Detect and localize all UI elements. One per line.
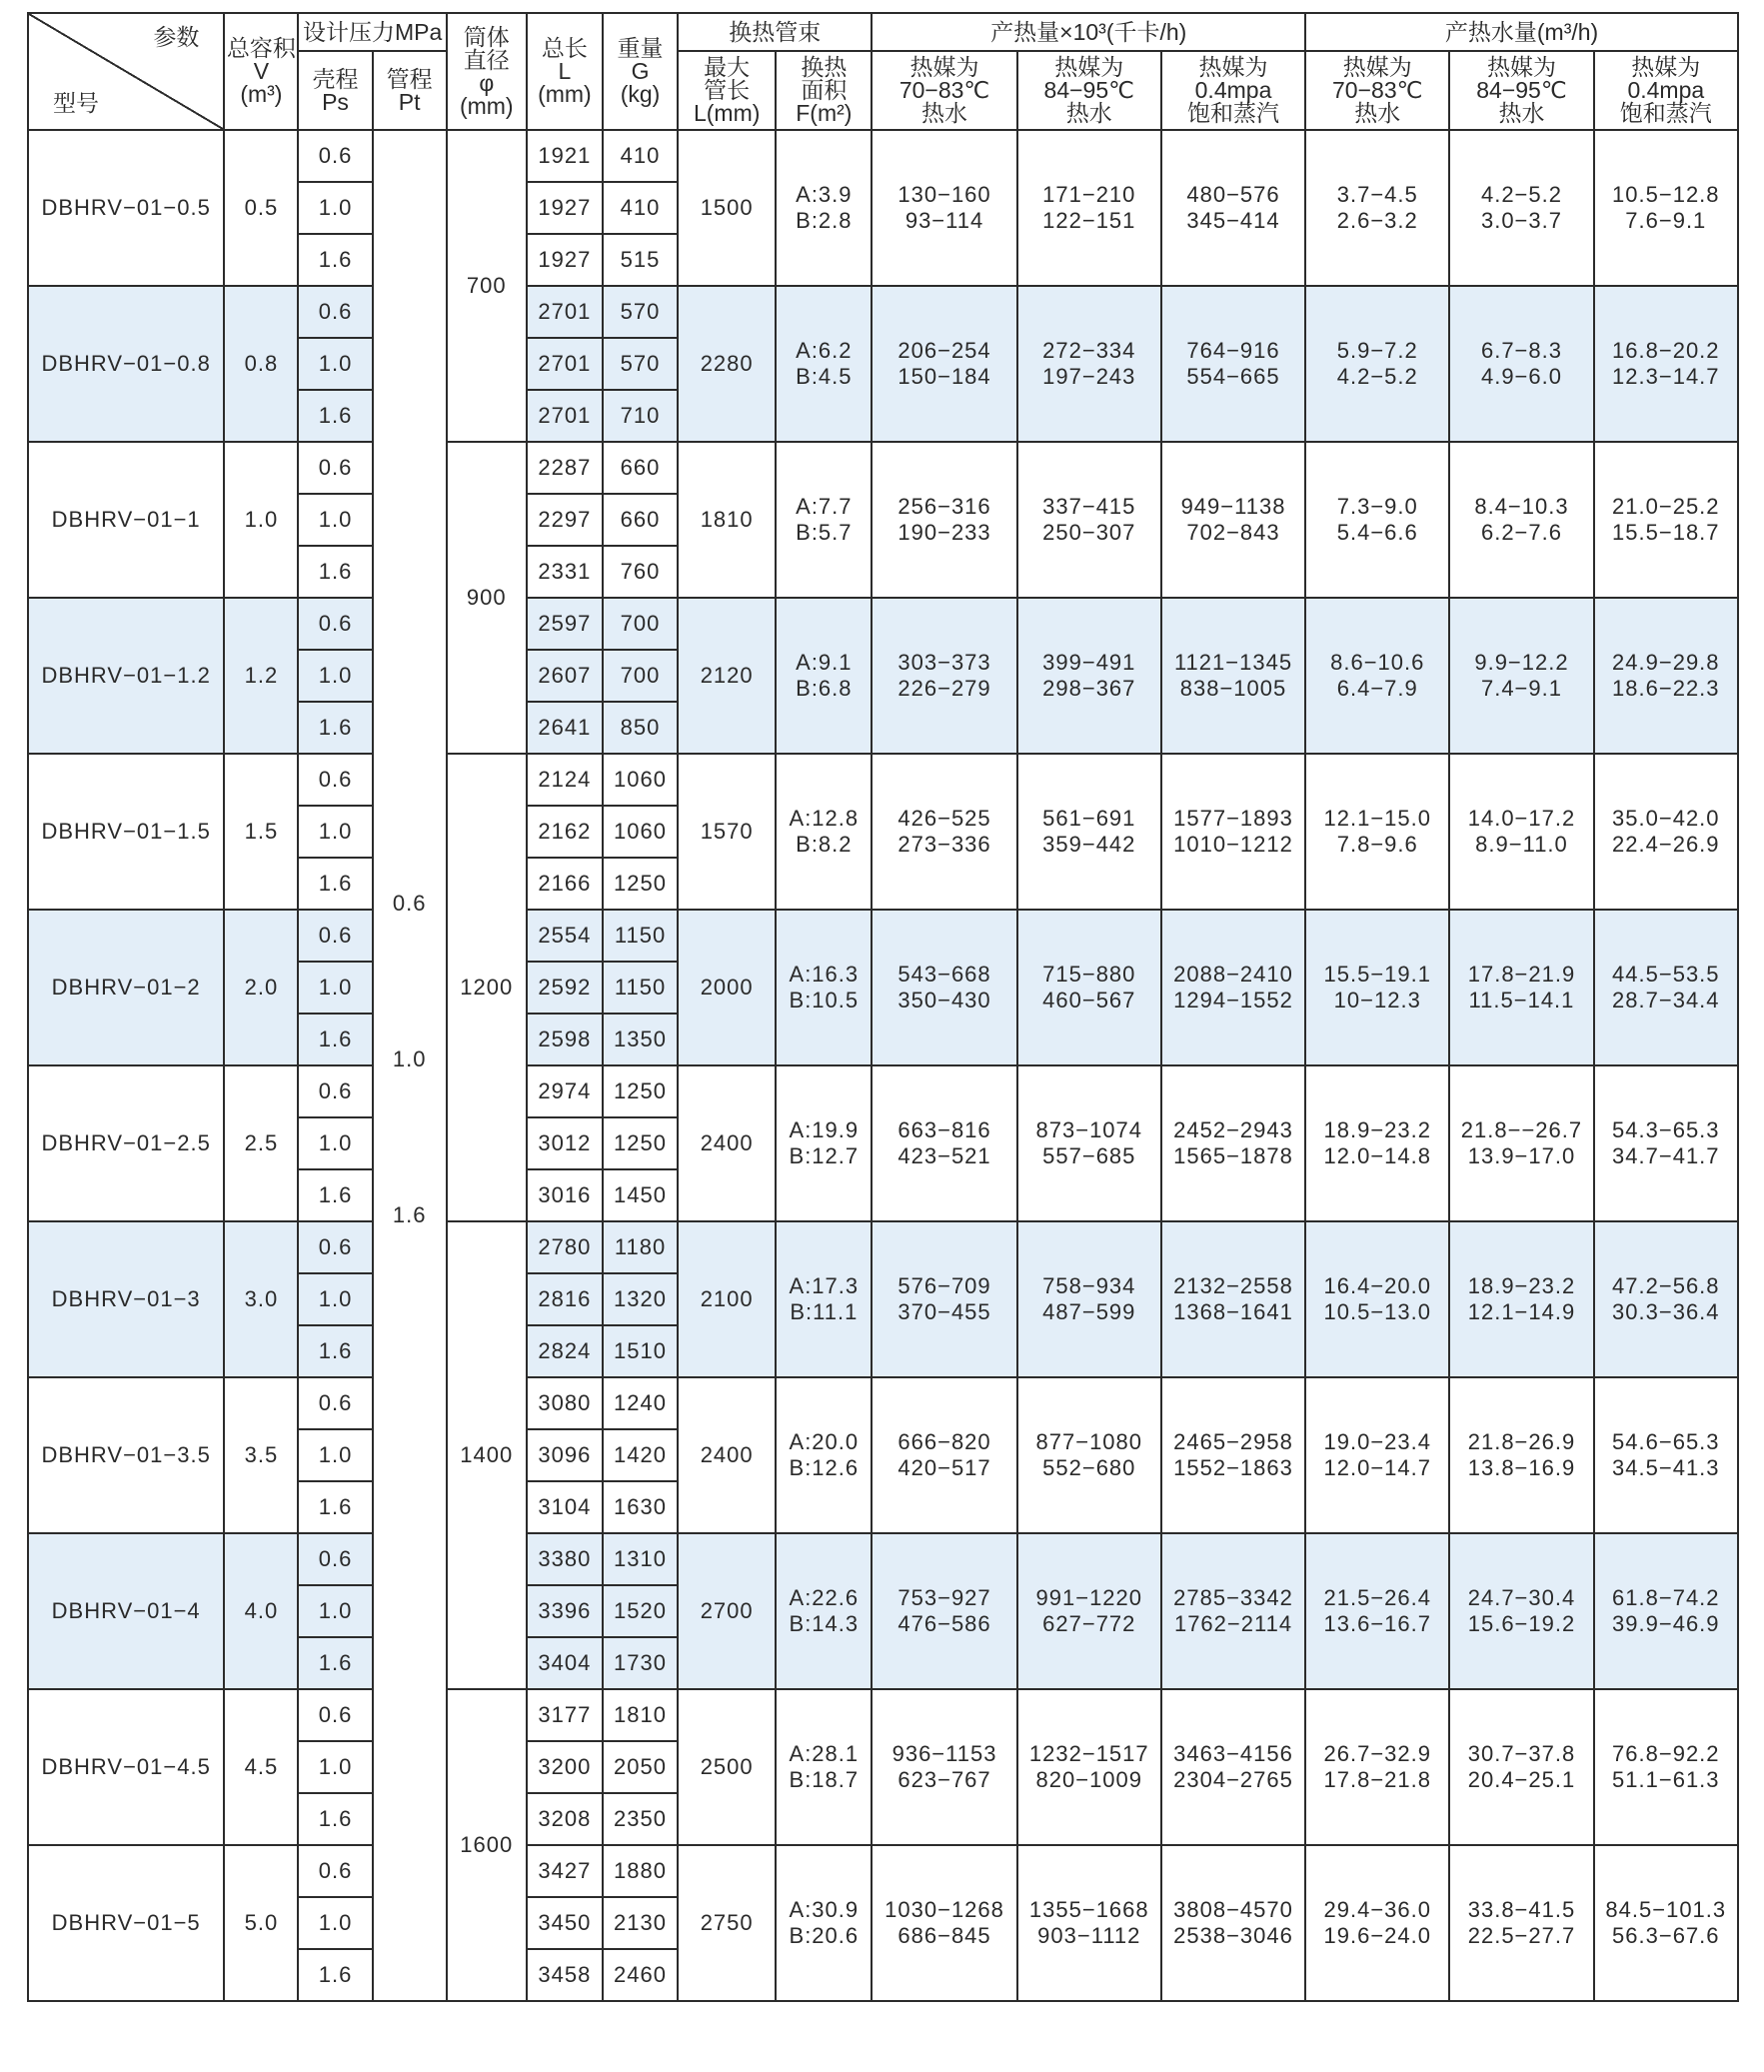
water-output-steam-value: 54.3−65.3 34.7−41.7 <box>1594 1065 1738 1221</box>
weight-value: 1520 <box>603 1585 678 1637</box>
model-name: DBHRV−01−0.8 <box>28 286 224 442</box>
weight-value: 2460 <box>603 1949 678 2001</box>
water-output-steam-value: 10.5−12.8 7.6−9.1 <box>1594 130 1738 286</box>
spec-table-body <box>28 130 1738 2001</box>
water-output-steam-value: 16.8−20.2 12.3−14.7 <box>1594 286 1738 442</box>
max-tube-length-value: 2700 <box>678 1533 776 1689</box>
header-water-media-84: 热媒为 84−95℃ 热水 <box>1449 51 1593 130</box>
header-water-output: 产热水量(m³/h) <box>1305 13 1738 51</box>
header-heat-media-70: 热媒为 70−83℃ 热水 <box>872 51 1016 130</box>
length-value: 2331 <box>527 546 603 598</box>
weight-value: 1150 <box>603 910 678 962</box>
heat-output-steam-value: 2465−2958 1552−1863 <box>1161 1377 1305 1533</box>
water-output-84-value: 17.8−21.9 11.5−14.1 <box>1449 910 1593 1065</box>
weight-value: 660 <box>603 442 678 494</box>
shell-pressure-value: 1.0 <box>298 338 372 390</box>
shell-pressure-value: 1.0 <box>298 806 372 858</box>
length-value: 3404 <box>527 1637 603 1689</box>
weight-value: 1450 <box>603 1169 678 1221</box>
heat-output-70-value: 663−816 423−521 <box>872 1065 1016 1221</box>
shell-pressure-value: 1.6 <box>298 1793 372 1845</box>
shell-pressure-value: 1.0 <box>298 1429 372 1481</box>
water-output-70-value: 15.5−19.1 10−12.3 <box>1305 910 1449 1065</box>
length-value: 3396 <box>527 1585 603 1637</box>
length-value: 3380 <box>527 1533 603 1585</box>
area-value: A:17.3 B:11.1 <box>776 1221 872 1377</box>
heat-output-steam-value: 2088−2410 1294−1552 <box>1161 910 1305 1065</box>
volume-value: 1.2 <box>224 598 298 754</box>
weight-value: 410 <box>603 182 678 234</box>
max-tube-length-value: 1570 <box>678 754 776 910</box>
header-heat-output: 产热量×10³(千卡/h) <box>872 13 1305 51</box>
weight-value: 1320 <box>603 1273 678 1325</box>
length-value: 2780 <box>527 1221 603 1273</box>
max-tube-length-value: 2400 <box>678 1065 776 1221</box>
shell-pressure-value: 1.6 <box>298 1014 372 1065</box>
heat-output-84-value: 715−880 460−567 <box>1017 910 1161 1065</box>
table-row <box>28 1689 1738 1741</box>
heat-output-steam-value: 1121−1345 838−1005 <box>1161 598 1305 754</box>
heat-output-70-value: 936−1153 623−767 <box>872 1689 1016 1845</box>
water-output-70-value: 3.7−4.5 2.6−3.2 <box>1305 130 1449 286</box>
volume-value: 0.5 <box>224 130 298 286</box>
weight-value: 1880 <box>603 1845 678 1897</box>
table-row <box>28 286 1738 338</box>
shell-pressure-value: 1.6 <box>298 1949 372 2001</box>
model-name: DBHRV−01−1 <box>28 442 224 598</box>
volume-value: 1.5 <box>224 754 298 910</box>
water-output-steam-value: 35.0−42.0 22.4−26.9 <box>1594 754 1738 910</box>
weight-value: 570 <box>603 286 678 338</box>
length-value: 2824 <box>527 1325 603 1377</box>
water-output-steam-value: 24.9−29.8 18.6−22.3 <box>1594 598 1738 754</box>
heat-output-84-value: 272−334 197−243 <box>1017 286 1161 442</box>
table-row <box>28 1377 1738 1429</box>
water-output-steam-value: 84.5−101.3 56.3−67.6 <box>1594 1845 1738 2001</box>
shell-pressure-value: 1.0 <box>298 182 372 234</box>
heat-output-84-value: 873−1074 557−685 <box>1017 1065 1161 1221</box>
shell-pressure-value: 0.6 <box>298 1689 372 1741</box>
length-value: 2597 <box>527 598 603 650</box>
table-row <box>28 598 1738 650</box>
area-value: A:6.2 B:4.5 <box>776 286 872 442</box>
length-value: 2124 <box>527 754 603 806</box>
model-name: DBHRV−01−4.5 <box>28 1689 224 1845</box>
table-row <box>28 910 1738 962</box>
heat-output-84-value: 991−1220 627−772 <box>1017 1533 1161 1689</box>
header-length: 总长 L (mm) <box>527 13 603 130</box>
shell-pressure-value: 0.6 <box>298 1065 372 1117</box>
heat-output-84-value: 561−691 359−442 <box>1017 754 1161 910</box>
water-output-84-value: 8.4−10.3 6.2−7.6 <box>1449 442 1593 598</box>
header-params-label: 参数 <box>153 24 200 50</box>
weight-value: 1510 <box>603 1325 678 1377</box>
weight-value: 2130 <box>603 1897 678 1949</box>
length-value: 2598 <box>527 1014 603 1065</box>
weight-value: 1150 <box>603 962 678 1014</box>
length-value: 3096 <box>527 1429 603 1481</box>
weight-value: 1810 <box>603 1689 678 1741</box>
model-name: DBHRV−01−1.5 <box>28 754 224 910</box>
table-row <box>28 754 1738 806</box>
model-name: DBHRV−01−2 <box>28 910 224 1065</box>
water-output-steam-value: 21.0−25.2 15.5−18.7 <box>1594 442 1738 598</box>
length-value: 2974 <box>527 1065 603 1117</box>
volume-value: 0.8 <box>224 286 298 442</box>
shell-pressure-value: 1.6 <box>298 1637 372 1689</box>
length-value: 3104 <box>527 1481 603 1533</box>
shell-pressure-value: 1.6 <box>298 234 372 286</box>
header-diameter: 筒体 直径 φ (mm) <box>447 13 527 130</box>
diameter-value: 1200 <box>447 754 527 1221</box>
shell-pressure-value: 0.6 <box>298 286 372 338</box>
weight-value: 1250 <box>603 858 678 910</box>
shell-pressure-value: 0.6 <box>298 598 372 650</box>
volume-value: 4.0 <box>224 1533 298 1689</box>
water-output-84-value: 4.2−5.2 3.0−3.7 <box>1449 130 1593 286</box>
table-row <box>28 1533 1738 1585</box>
water-output-70-value: 29.4−36.0 19.6−24.0 <box>1305 1845 1449 2001</box>
weight-value: 1060 <box>603 806 678 858</box>
shell-pressure-value: 1.6 <box>298 702 372 754</box>
water-output-steam-value: 76.8−92.2 51.1−61.3 <box>1594 1689 1738 1845</box>
length-value: 2162 <box>527 806 603 858</box>
length-value: 2592 <box>527 962 603 1014</box>
length-value: 2701 <box>527 338 603 390</box>
area-value: A:28.1 B:18.7 <box>776 1689 872 1845</box>
header-max-tube-length: 最大 管长 L(mm) <box>678 51 776 130</box>
max-tube-length-value: 2000 <box>678 910 776 1065</box>
volume-value: 5.0 <box>224 1845 298 2001</box>
shell-pressure-value: 0.6 <box>298 754 372 806</box>
max-tube-length-value: 2120 <box>678 598 776 754</box>
length-value: 3080 <box>527 1377 603 1429</box>
shell-pressure-value: 1.0 <box>298 962 372 1014</box>
length-value: 1927 <box>527 234 603 286</box>
length-value: 3200 <box>527 1741 603 1793</box>
area-value: A:3.9 B:2.8 <box>776 130 872 286</box>
length-value: 2816 <box>527 1273 603 1325</box>
max-tube-length-value: 2280 <box>678 286 776 442</box>
length-value: 2641 <box>527 702 603 754</box>
heat-output-70-value: 303−373 226−279 <box>872 598 1016 754</box>
water-output-84-value: 6.7−8.3 4.9−6.0 <box>1449 286 1593 442</box>
weight-value: 1350 <box>603 1014 678 1065</box>
water-output-84-value: 18.9−23.2 12.1−14.9 <box>1449 1221 1593 1377</box>
header-shell: 壳程 Ps <box>298 51 372 130</box>
volume-value: 2.0 <box>224 910 298 1065</box>
length-value: 1927 <box>527 182 603 234</box>
model-name: DBHRV−01−4 <box>28 1533 224 1689</box>
model-name: DBHRV−01−0.5 <box>28 130 224 286</box>
water-output-70-value: 26.7−32.9 17.8−21.8 <box>1305 1689 1449 1845</box>
length-value: 2166 <box>527 858 603 910</box>
length-value: 3450 <box>527 1897 603 1949</box>
header-heat-media-84: 热媒为 84−95℃ 热水 <box>1017 51 1161 130</box>
area-value: A:7.7 B:5.7 <box>776 442 872 598</box>
heat-output-steam-value: 2785−3342 1762−2114 <box>1161 1533 1305 1689</box>
max-tube-length-value: 2100 <box>678 1221 776 1377</box>
weight-value: 1310 <box>603 1533 678 1585</box>
shell-pressure-value: 1.0 <box>298 1273 372 1325</box>
shell-pressure-value: 0.6 <box>298 130 372 182</box>
volume-value: 4.5 <box>224 1689 298 1845</box>
length-value: 3208 <box>527 1793 603 1845</box>
length-value: 3177 <box>527 1689 603 1741</box>
max-tube-length-value: 1810 <box>678 442 776 598</box>
water-output-84-value: 9.9−12.2 7.4−9.1 <box>1449 598 1593 754</box>
heat-output-steam-value: 480−576 345−414 <box>1161 130 1305 286</box>
max-tube-length-value: 1500 <box>678 130 776 286</box>
table-row <box>28 1065 1738 1117</box>
shell-pressure-value: 1.0 <box>298 1117 372 1169</box>
weight-value: 710 <box>603 390 678 442</box>
header-corner-cell <box>28 13 224 130</box>
water-output-steam-value: 61.8−74.2 39.9−46.9 <box>1594 1533 1738 1689</box>
header-tube-bundle: 换热管束 <box>678 13 872 51</box>
weight-value: 570 <box>603 338 678 390</box>
model-name: DBHRV−01−3 <box>28 1221 224 1377</box>
weight-value: 410 <box>603 130 678 182</box>
shell-pressure-value: 1.0 <box>298 1897 372 1949</box>
shell-pressure-value: 0.6 <box>298 1377 372 1429</box>
water-output-70-value: 19.0−23.4 12.0−14.7 <box>1305 1377 1449 1533</box>
length-value: 2607 <box>527 650 603 702</box>
header-design-pressure: 设计压力MPa <box>298 13 446 51</box>
header-water-media-70: 热媒为 70−83℃ 热水 <box>1305 51 1449 130</box>
water-output-70-value: 5.9−7.2 4.2−5.2 <box>1305 286 1449 442</box>
volume-value: 2.5 <box>224 1065 298 1221</box>
heat-output-70-value: 130−160 93−114 <box>872 130 1016 286</box>
shell-pressure-value: 1.6 <box>298 546 372 598</box>
header-weight: 重量 G (kg) <box>603 13 678 130</box>
heat-output-84-value: 171−210 122−151 <box>1017 130 1161 286</box>
header-volume: 总容积 V (m³) <box>224 13 298 130</box>
weight-value: 1240 <box>603 1377 678 1429</box>
water-output-70-value: 16.4−20.0 10.5−13.0 <box>1305 1221 1449 1377</box>
weight-value: 1180 <box>603 1221 678 1273</box>
heat-output-steam-value: 2132−2558 1368−1641 <box>1161 1221 1305 1377</box>
diameter-value: 700 <box>447 130 527 442</box>
max-tube-length-value: 2500 <box>678 1689 776 1845</box>
heat-output-70-value: 426−525 273−336 <box>872 754 1016 910</box>
heat-output-steam-value: 3463−4156 2304−2765 <box>1161 1689 1305 1845</box>
shell-pressure-value: 0.6 <box>298 442 372 494</box>
weight-value: 1060 <box>603 754 678 806</box>
heat-output-70-value: 576−709 370−455 <box>872 1221 1016 1377</box>
heat-output-84-value: 1232−1517 820−1009 <box>1017 1689 1161 1845</box>
weight-value: 2050 <box>603 1741 678 1793</box>
tube-pressure-value: 0.6 1.0 1.6 <box>373 130 447 2001</box>
length-value: 3012 <box>527 1117 603 1169</box>
water-output-70-value: 8.6−10.6 6.4−7.9 <box>1305 598 1449 754</box>
heat-output-84-value: 877−1080 552−680 <box>1017 1377 1161 1533</box>
shell-pressure-value: 1.6 <box>298 1169 372 1221</box>
shell-pressure-value: 0.6 <box>298 1221 372 1273</box>
area-value: A:30.9 B:20.6 <box>776 1845 872 2001</box>
diameter-value: 1600 <box>447 1689 527 2001</box>
weight-value: 1250 <box>603 1065 678 1117</box>
heat-output-70-value: 753−927 476−586 <box>872 1533 1016 1689</box>
heat-output-84-value: 399−491 298−367 <box>1017 598 1161 754</box>
table-row <box>28 1845 1738 1897</box>
volume-value: 3.0 <box>224 1221 298 1377</box>
shell-pressure-value: 1.0 <box>298 1585 372 1637</box>
length-value: 1921 <box>527 130 603 182</box>
water-output-84-value: 24.7−30.4 15.6−19.2 <box>1449 1533 1593 1689</box>
weight-value: 1630 <box>603 1481 678 1533</box>
max-tube-length-value: 2750 <box>678 1845 776 2001</box>
weight-value: 515 <box>603 234 678 286</box>
heat-output-70-value: 206−254 150−184 <box>872 286 1016 442</box>
water-output-70-value: 7.3−9.0 5.4−6.6 <box>1305 442 1449 598</box>
weight-value: 850 <box>603 702 678 754</box>
water-output-70-value: 12.1−15.0 7.8−9.6 <box>1305 754 1449 910</box>
length-value: 2554 <box>527 910 603 962</box>
model-name: DBHRV−01−3.5 <box>28 1377 224 1533</box>
diameter-value: 1400 <box>447 1221 527 1689</box>
weight-value: 1420 <box>603 1429 678 1481</box>
weight-value: 760 <box>603 546 678 598</box>
shell-pressure-value: 1.6 <box>298 390 372 442</box>
model-name: DBHRV−01−5 <box>28 1845 224 2001</box>
shell-pressure-value: 1.0 <box>298 1741 372 1793</box>
shell-pressure-value: 1.6 <box>298 1325 372 1377</box>
heat-output-84-value: 758−934 487−599 <box>1017 1221 1161 1377</box>
shell-pressure-value: 1.6 <box>298 1481 372 1533</box>
shell-pressure-value: 1.0 <box>298 494 372 546</box>
heat-output-70-value: 256−316 190−233 <box>872 442 1016 598</box>
weight-value: 2350 <box>603 1793 678 1845</box>
header-water-media-steam: 热媒为 0.4mpa 饱和蒸汽 <box>1594 51 1738 130</box>
water-output-steam-value: 54.6−65.3 34.5−41.3 <box>1594 1377 1738 1533</box>
table-row <box>28 130 1738 182</box>
header-heat-media-steam: 热媒为 0.4mpa 饱和蒸汽 <box>1161 51 1305 130</box>
shell-pressure-value: 0.6 <box>298 910 372 962</box>
max-tube-length-value: 2400 <box>678 1377 776 1533</box>
spec-table-wrapper <box>27 12 1739 2002</box>
area-value: A:12.8 B:8.2 <box>776 754 872 910</box>
heat-output-steam-value: 949−1138 702−843 <box>1161 442 1305 598</box>
heat-output-70-value: 1030−1268 686−845 <box>872 1845 1016 2001</box>
weight-value: 700 <box>603 650 678 702</box>
heat-output-70-value: 666−820 420−517 <box>872 1377 1016 1533</box>
volume-value: 3.5 <box>224 1377 298 1533</box>
shell-pressure-value: 1.0 <box>298 650 372 702</box>
length-value: 2701 <box>527 286 603 338</box>
heat-output-steam-value: 3808−4570 2538−3046 <box>1161 1845 1305 2001</box>
heat-output-steam-value: 764−916 554−665 <box>1161 286 1305 442</box>
heat-output-84-value: 1355−1668 903−1112 <box>1017 1845 1161 2001</box>
length-value: 3427 <box>527 1845 603 1897</box>
water-output-84-value: 33.8−41.5 22.5−27.7 <box>1449 1845 1593 2001</box>
water-output-70-value: 18.9−23.2 12.0−14.8 <box>1305 1065 1449 1221</box>
header-tube: 管程 Pt <box>373 51 447 130</box>
length-value: 2297 <box>527 494 603 546</box>
length-value: 3458 <box>527 1949 603 2001</box>
shell-pressure-value: 1.6 <box>298 858 372 910</box>
table-row <box>28 1221 1738 1273</box>
weight-value: 700 <box>603 598 678 650</box>
water-output-steam-value: 44.5−53.5 28.7−34.4 <box>1594 910 1738 1065</box>
water-output-84-value: 21.8−−26.7 13.9−17.0 <box>1449 1065 1593 1221</box>
water-output-84-value: 21.8−26.9 13.8−16.9 <box>1449 1377 1593 1533</box>
area-value: A:20.0 B:12.6 <box>776 1377 872 1533</box>
shell-pressure-value: 0.6 <box>298 1845 372 1897</box>
length-value: 2701 <box>527 390 603 442</box>
shell-pressure-value: 0.6 <box>298 1533 372 1585</box>
length-value: 2287 <box>527 442 603 494</box>
water-output-84-value: 14.0−17.2 8.9−11.0 <box>1449 754 1593 910</box>
heat-output-70-value: 543−668 350−430 <box>872 910 1016 1065</box>
area-value: A:9.1 B:6.8 <box>776 598 872 754</box>
length-value: 3016 <box>527 1169 603 1221</box>
area-value: A:19.9 B:12.7 <box>776 1065 872 1221</box>
model-name: DBHRV−01−2.5 <box>28 1065 224 1221</box>
area-value: A:16.3 B:10.5 <box>776 910 872 1065</box>
table-row <box>28 442 1738 494</box>
weight-value: 660 <box>603 494 678 546</box>
header-area: 换热 面积 F(m²) <box>776 51 872 130</box>
water-output-70-value: 21.5−26.4 13.6−16.7 <box>1305 1533 1449 1689</box>
water-output-steam-value: 47.2−56.8 30.3−36.4 <box>1594 1221 1738 1377</box>
spec-table <box>27 12 1739 2002</box>
heat-output-steam-value: 2452−2943 1565−1878 <box>1161 1065 1305 1221</box>
water-output-84-value: 30.7−37.8 20.4−25.1 <box>1449 1689 1593 1845</box>
heat-output-steam-value: 1577−1893 1010−1212 <box>1161 754 1305 910</box>
diameter-value: 900 <box>447 442 527 754</box>
model-name: DBHRV−01−1.2 <box>28 598 224 754</box>
heat-output-84-value: 337−415 250−307 <box>1017 442 1161 598</box>
volume-value: 1.0 <box>224 442 298 598</box>
weight-value: 1730 <box>603 1637 678 1689</box>
weight-value: 1250 <box>603 1117 678 1169</box>
header-model-label: 型号 <box>53 90 99 116</box>
area-value: A:22.6 B:14.3 <box>776 1533 872 1689</box>
